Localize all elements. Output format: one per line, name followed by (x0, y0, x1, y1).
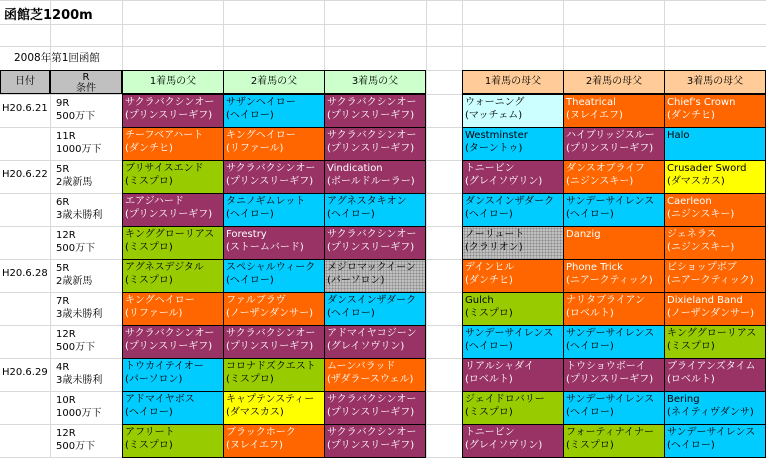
horse-lineage: (ニジンスキー) (566, 176, 634, 187)
sire-cell-1 (122, 94, 224, 128)
header-sire1: 1着馬の父 (122, 70, 224, 94)
dam-cell-2 (563, 193, 665, 227)
race-condition: 500万下 (56, 111, 96, 122)
dam-cell-2 (563, 127, 665, 161)
horse-name: デインヒル (465, 262, 515, 273)
horse-lineage: (ヘイロー) (667, 440, 715, 451)
horse-name: リアルシャダイ (465, 361, 534, 372)
dam-cell-3 (664, 391, 766, 425)
dam-cell-1 (462, 160, 564, 194)
race-number: 10R (56, 395, 76, 406)
header-sire3: 3着馬の父 (324, 70, 426, 94)
sire-cell-3 (324, 391, 426, 425)
horse-name: サクラバクシンオー (327, 394, 417, 405)
horse-lineage: (プリンスリーギフ) (566, 374, 654, 385)
horse-name: コロナドズクエスト (226, 361, 316, 372)
race-condition: 1000万下 (56, 408, 102, 419)
race-number: 11R (56, 131, 76, 142)
horse-lineage: (プリンスリーギフ) (327, 143, 415, 154)
horse-lineage: (ミスプロ) (667, 341, 715, 352)
horse-name: サクラバクシンオー (226, 163, 316, 174)
row-race (52, 196, 102, 222)
sire-cell-3 (324, 259, 426, 293)
horse-lineage: (ニアークティック) (667, 275, 754, 286)
horse-lineage: (ヘイロー) (125, 407, 173, 418)
race-number: 7R (56, 296, 70, 307)
race-condition: 1000万下 (56, 144, 102, 155)
horse-lineage: (ヘイロー) (327, 209, 375, 220)
horse-lineage: (ザダラースウェル) (327, 374, 414, 385)
horse-lineage: (ヘイロー) (226, 209, 274, 220)
horse-lineage: (グレイソヴリン) (327, 341, 405, 352)
horse-name: フォーティナイナー (566, 427, 654, 438)
horse-name: Bering (667, 394, 700, 405)
horse-name: ダンスインザダーク (327, 295, 417, 306)
horse-lineage: (ヌレイエフ) (226, 440, 283, 451)
horse-lineage: (グレイソヴリン) (465, 176, 543, 187)
page-title: 函館芝1200m (4, 8, 93, 23)
sire-cell-2 (223, 325, 325, 359)
sire-cell-3 (324, 358, 426, 392)
horse-lineage: (プリンスリーギフ) (125, 341, 213, 352)
horse-lineage: (ヌレイエフ) (566, 110, 623, 121)
row-race (52, 163, 92, 189)
horse-name: タニノギムレット (226, 196, 306, 207)
horse-name: エアジハード (125, 196, 184, 207)
row-race (52, 295, 102, 321)
sire-cell-3 (324, 325, 426, 359)
row-race (52, 130, 101, 156)
horse-name: チーフベアハート (125, 130, 204, 141)
horse-name: キングヘイロー (125, 295, 195, 306)
horse-name: トニービン (465, 163, 515, 174)
horse-lineage: (パーソロン) (327, 275, 385, 286)
dam-cell-1 (462, 259, 564, 293)
horse-name: ブラックホーク (226, 427, 296, 438)
dam-cell-1 (462, 127, 564, 161)
header-sire2: 2着馬の父 (223, 70, 325, 94)
horse-name: ジェネラス (667, 229, 717, 240)
row-race (52, 361, 102, 387)
horse-name: Gulch (465, 295, 494, 306)
horse-lineage: (ダンチヒ) (125, 143, 173, 154)
horse-lineage: (ノーザンダンサー) (226, 308, 314, 319)
row-race (52, 229, 95, 255)
horse-lineage: (ミスプロ) (125, 176, 173, 187)
sire-cell-1 (122, 127, 224, 161)
horse-name: Theatrical (566, 97, 616, 108)
horse-lineage: (プリンスリーギフ) (327, 440, 415, 451)
dam-cell-2 (563, 160, 665, 194)
sire-cell-2 (223, 358, 325, 392)
sire-cell-3 (324, 127, 426, 161)
horse-name: メジロマックイーン (327, 262, 416, 273)
sire-cell-1 (122, 226, 224, 260)
horse-lineage: (クラリオン) (465, 242, 523, 253)
horse-name: サクラバクシンオー (327, 427, 417, 438)
row-race (52, 262, 92, 288)
horse-name: アドマイヤコジーン (327, 328, 417, 339)
dam-cell-2 (563, 358, 665, 392)
race-number: 5R (56, 164, 70, 175)
horse-lineage: (ミスプロ) (465, 308, 513, 319)
dam-cell-2 (563, 259, 665, 293)
dam-cell-3 (664, 292, 766, 326)
horse-name: Danzig (566, 229, 601, 240)
gridline-vertical (50, 0, 51, 458)
horse-lineage: (リファール) (226, 143, 284, 154)
row-date: H20.6.28 (2, 268, 48, 279)
horse-name: Vindication (327, 163, 383, 174)
horse-name: サクラバクシンオー (125, 328, 215, 339)
sire-cell-3 (324, 424, 426, 458)
horse-name: サクラバクシンオー (327, 97, 417, 108)
horse-lineage: (ヘイロー) (226, 275, 274, 286)
horse-name: ダンスオブライフ (566, 163, 645, 174)
dam-cell-1 (462, 325, 564, 359)
page-subtitle: 2008年第1回函館 (14, 52, 100, 64)
horse-name: サンデーサイレンス (566, 394, 655, 405)
horse-name: ファルブラヴ (226, 295, 286, 306)
horse-name: Westminster (465, 130, 528, 141)
horse-lineage: (ミスプロ) (125, 440, 173, 451)
horse-name: ビショップボブ (667, 262, 737, 273)
dam-cell-3 (664, 325, 766, 359)
dam-cell-1 (462, 292, 564, 326)
gridline-horizontal (0, 46, 766, 47)
horse-name: ダンスインザダーク (465, 196, 555, 207)
dam-cell-2 (563, 94, 665, 128)
horse-lineage: (ヘイロー) (566, 209, 614, 220)
horse-name: サザンヘイロー (226, 97, 296, 108)
horse-lineage: (ニアークティック) (566, 275, 653, 286)
dam-cell-2 (563, 226, 665, 260)
dam-cell-3 (664, 127, 766, 161)
horse-lineage: (プリンスリーギフ) (226, 341, 314, 352)
horse-name: キンググローリアス (667, 328, 757, 339)
horse-name: ハイブリッジスルー (566, 130, 655, 141)
sire-cell-1 (122, 259, 224, 293)
dam-cell-3 (664, 358, 766, 392)
sire-cell-3 (324, 193, 426, 227)
race-number: 9R (56, 98, 70, 109)
dam-cell-3 (664, 424, 766, 458)
dam-cell-1 (462, 358, 564, 392)
sire-cell-1 (122, 391, 224, 425)
horse-lineage: (ボールドルーラー) (327, 176, 415, 187)
horse-name: Phone Trick (566, 262, 623, 273)
horse-lineage: (ニジンスキー) (667, 209, 735, 220)
horse-lineage: (ミスプロ) (125, 242, 173, 253)
horse-name: サンデーサイレンス (566, 196, 655, 207)
row-race (52, 427, 95, 453)
dam-cell-3 (664, 193, 766, 227)
horse-lineage: (プリンスリーギフ) (125, 110, 213, 121)
dam-cell-3 (664, 94, 766, 128)
sire-cell-1 (122, 325, 224, 359)
horse-lineage: (プリンスリーギフ) (327, 242, 415, 253)
header-race-condition: 条件 (76, 83, 96, 94)
sire-cell-2 (223, 160, 325, 194)
horse-lineage: (ニジンスキー) (667, 242, 735, 253)
sire-cell-1 (122, 292, 224, 326)
horse-name: ブリサイスエンド (125, 163, 204, 174)
horse-name: スペシャルウィーク (226, 262, 316, 273)
horse-lineage: (ミスプロ) (226, 374, 274, 385)
sire-cell-1 (122, 424, 224, 458)
header-dam1: 1着馬の母父 (462, 70, 564, 94)
horse-lineage: (ネイティヴダンサ) (667, 407, 754, 418)
sire-cell-3 (324, 160, 426, 194)
race-number: 12R (56, 428, 76, 439)
horse-lineage: (ストームバード) (226, 242, 304, 253)
row-race (52, 394, 101, 420)
horse-name: ムーンバラッド (327, 361, 396, 372)
header-date: 日付 (0, 70, 50, 94)
gridline-vertical (426, 0, 427, 458)
sire-cell-3 (324, 226, 426, 260)
horse-lineage: (ダマスカス) (226, 407, 284, 418)
dam-cell-1 (462, 391, 564, 425)
horse-lineage: (ミスプロ) (566, 440, 614, 451)
horse-lineage: (ダマスカス) (667, 176, 725, 187)
horse-name: トウショウボーイ (566, 361, 646, 372)
horse-name: Chief's Crown (667, 97, 736, 108)
horse-lineage: (プリンスリーギフ) (327, 407, 415, 418)
horse-name: サクラバクシンオー (327, 130, 417, 141)
horse-lineage: (プリンスリーギフ) (125, 209, 213, 220)
horse-lineage: (マッチェム) (465, 110, 523, 121)
sire-cell-3 (324, 94, 426, 128)
race-condition: 500万下 (56, 342, 96, 353)
horse-lineage: (ターントゥ) (465, 143, 523, 154)
dam-cell-1 (462, 424, 564, 458)
horse-name: キンググローリアス (125, 229, 215, 240)
horse-lineage: (ミスプロ) (465, 407, 513, 418)
horse-name: サンデーサイレンス (465, 328, 554, 339)
race-condition: 3歳未勝利 (56, 375, 103, 386)
sire-cell-2 (223, 226, 325, 260)
horse-name: Halo (667, 130, 690, 141)
gridline-horizontal (0, 24, 766, 25)
horse-name: ブライアンズタイム (667, 361, 756, 372)
row-race (52, 97, 95, 123)
horse-lineage: (ロベルト) (566, 308, 614, 319)
horse-lineage: (パーソロン) (125, 374, 183, 385)
header-dam3: 3着馬の母父 (664, 70, 766, 94)
horse-lineage: (ヘイロー) (327, 308, 375, 319)
horse-lineage: (プリンスリーギフ) (566, 143, 654, 154)
horse-name: アドマイヤボス (125, 394, 195, 405)
horse-name: ノーリュート (465, 229, 525, 240)
horse-name: Forestry (226, 229, 267, 240)
horse-lineage: (ロベルト) (667, 374, 715, 385)
sire-cell-2 (223, 94, 325, 128)
horse-name: ジェイドロバリー (465, 394, 545, 405)
race-number: 5R (56, 263, 70, 274)
race-condition: 2歳新馬 (56, 177, 93, 188)
horse-name: サクラバクシンオー (226, 328, 316, 339)
header-race-r: R (82, 72, 90, 83)
horse-name: トウカイテイオー (125, 361, 204, 372)
gridline-horizontal (0, 0, 766, 1)
horse-name: アグネスタキオン (327, 196, 407, 207)
horse-name: アフリート (125, 427, 175, 438)
horse-name: サンデーサイレンス (566, 328, 655, 339)
header-dam2: 2着馬の母父 (563, 70, 665, 94)
horse-lineage: (ヘイロー) (226, 110, 274, 121)
horse-lineage: (ヘイロー) (566, 407, 614, 418)
header-race (50, 70, 122, 94)
dam-cell-2 (563, 391, 665, 425)
sire-cell-2 (223, 424, 325, 458)
dam-cell-3 (664, 259, 766, 293)
sire-cell-1 (122, 160, 224, 194)
horse-lineage: (ヘイロー) (465, 209, 513, 220)
horse-lineage: (ノーザンダンサー) (667, 308, 755, 319)
race-number: 12R (56, 230, 76, 241)
horse-lineage: (ロベルト) (465, 374, 513, 385)
horse-name: キャプテンスティー (226, 394, 315, 405)
horse-name: サクラバクシンオー (327, 229, 417, 240)
horse-lineage: (ヘイロー) (566, 341, 614, 352)
race-condition: 3歳未勝利 (56, 309, 103, 320)
race-number: 4R (56, 362, 70, 373)
horse-lineage: (プリンスリーギフ) (327, 110, 415, 121)
horse-name: キングヘイロー (226, 130, 296, 141)
horse-name: ウォーニング (465, 97, 525, 108)
dam-cell-2 (563, 325, 665, 359)
horse-lineage: (グレイソヴリン) (465, 440, 543, 451)
horse-name: アグネスデジタル (125, 262, 204, 273)
dam-cell-3 (664, 226, 766, 260)
horse-lineage: (ダンチヒ) (465, 275, 513, 286)
race-condition: 2歳新馬 (56, 276, 93, 287)
dam-cell-2 (563, 292, 665, 326)
horse-name: Dixieland Band (667, 295, 743, 306)
race-condition: 500万下 (56, 243, 96, 254)
horse-name: サンデーサイレンス (667, 427, 756, 438)
sire-cell-2 (223, 292, 325, 326)
race-condition: 3歳未勝利 (56, 210, 103, 221)
sire-cell-2 (223, 193, 325, 227)
horse-name: Crusader Sword (667, 163, 747, 174)
sire-cell-2 (223, 127, 325, 161)
row-date: H20.6.21 (2, 103, 48, 114)
horse-lineage: (ミスプロ) (125, 275, 173, 286)
row-date: H20.6.22 (2, 169, 48, 180)
row-date: H20.6.29 (2, 367, 48, 378)
horse-name: トニービン (465, 427, 515, 438)
horse-lineage: (リファール) (125, 308, 183, 319)
dam-cell-1 (462, 94, 564, 128)
dam-cell-2 (563, 424, 665, 458)
horse-name: Caerleon (667, 196, 712, 207)
race-number: 6R (56, 197, 70, 208)
dam-cell-3 (664, 160, 766, 194)
horse-lineage: (プリンスリーギフ) (226, 176, 314, 187)
race-number: 12R (56, 329, 76, 340)
horse-name: ナリタブライアン (566, 295, 645, 306)
horse-name: サクラバクシンオー (125, 97, 215, 108)
sire-cell-2 (223, 391, 325, 425)
dam-cell-1 (462, 193, 564, 227)
row-race (52, 328, 95, 354)
sire-cell-1 (122, 193, 224, 227)
horse-lineage: (ヘイロー) (465, 341, 513, 352)
sire-cell-1 (122, 358, 224, 392)
dam-cell-1 (462, 226, 564, 260)
sire-cell-2 (223, 259, 325, 293)
race-condition: 500万下 (56, 441, 96, 452)
sire-cell-3 (324, 292, 426, 326)
horse-lineage: (ダンチヒ) (667, 110, 715, 121)
